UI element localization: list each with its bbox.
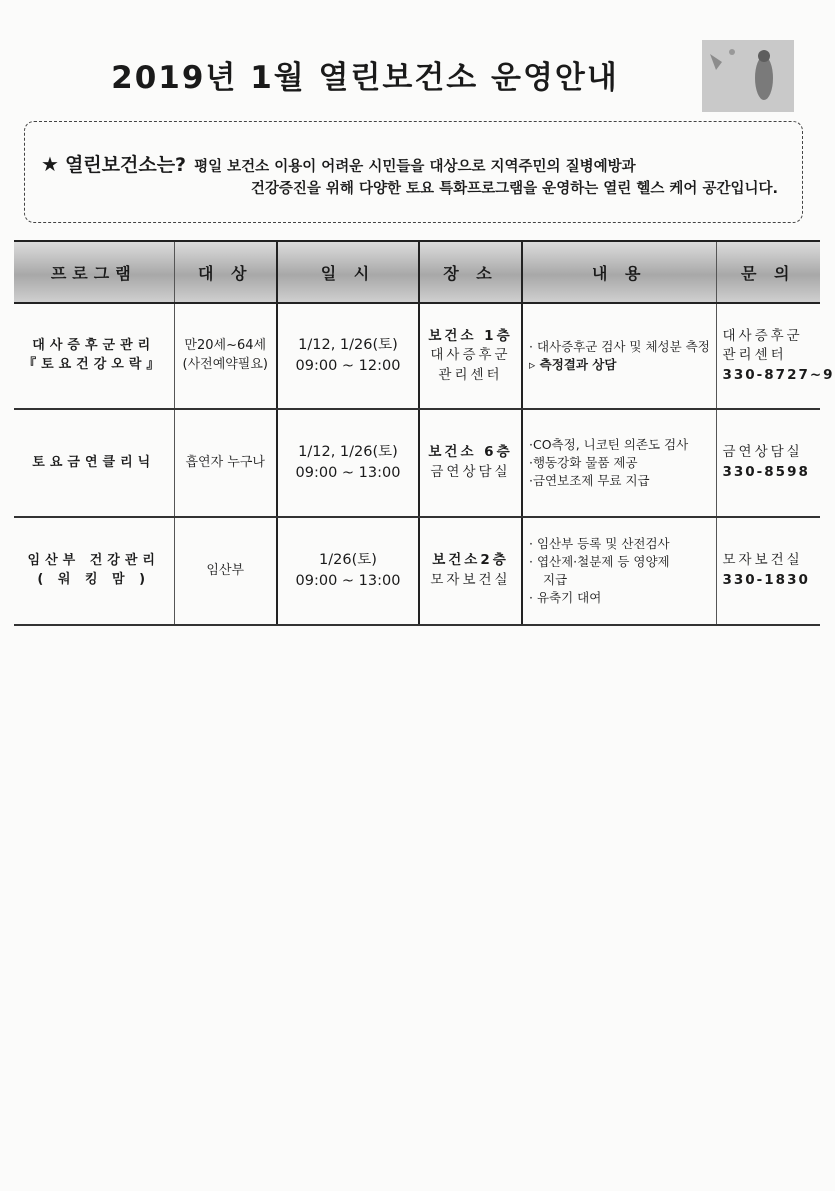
content-item: · 대사증후군 검사 및 체성분 측정: [529, 338, 710, 354]
contact-phone: 330-8598: [722, 464, 810, 480]
date-days: 1/26(토): [319, 551, 377, 568]
header-contact: 문 의: [716, 241, 820, 303]
date-cell: [277, 409, 419, 517]
place-cell: [419, 517, 522, 625]
header-date: 일 시: [277, 241, 419, 303]
star-icon: ★: [41, 152, 59, 176]
program-name: 토요금연클리닉: [32, 454, 156, 470]
header-content: 내 용: [522, 241, 716, 303]
place-cell: [419, 303, 522, 409]
content-cell: [522, 409, 716, 517]
target-cell: [174, 517, 277, 625]
contact-cell: [716, 409, 820, 517]
header-program: 프로그램: [14, 241, 174, 303]
place-room: 모자보건실: [430, 572, 511, 588]
target-cell: [174, 303, 277, 409]
contact-office: 대사증후군: [722, 327, 803, 344]
program-cell: [14, 517, 174, 625]
content-cell: [522, 517, 716, 625]
target-note: (사전예약필요): [182, 357, 268, 372]
place-floor: 보건소 6층: [428, 444, 513, 461]
header-target: 대 상: [174, 241, 277, 303]
table-row: [14, 303, 820, 409]
content-item: · 임산부 등록 및 산전검사: [529, 535, 670, 551]
content-item: · 엽산제·철분제 등 영양제: [529, 553, 670, 569]
contact-phone: 330-1830: [722, 572, 810, 588]
program-name: 임산부 건강관리: [27, 553, 160, 569]
date-cell: [277, 517, 419, 625]
schedule-table: [14, 240, 835, 626]
decorative-image: [702, 40, 794, 112]
program-cell: [14, 303, 174, 409]
table-row: [14, 409, 820, 517]
date-time: 09:00 ~ 12:00: [295, 358, 401, 374]
content-item: ·금연보조제 무료 지급: [529, 473, 650, 489]
program-name: 대사증후군관리: [32, 338, 156, 354]
place-floor: 보건소2층: [432, 552, 509, 569]
place-room: 대사증후군: [430, 347, 511, 364]
target-text: 흡연자 누구나: [185, 454, 265, 470]
table-header-row: [14, 241, 820, 303]
content-item: 지급: [543, 572, 568, 587]
contact-office: 관리센터: [722, 347, 787, 364]
contact-office: 금연상담실: [722, 444, 803, 461]
content-item: · 유축기 대여: [529, 590, 602, 606]
date-days: 1/12, 1/26(토): [298, 336, 398, 353]
target-text: 만20세~64세: [184, 338, 267, 354]
target-text: 임산부: [206, 562, 245, 578]
content-cell: [522, 303, 716, 409]
content-item: ·행동강화 물품 제공: [529, 454, 638, 470]
date-days: 1/12, 1/26(토): [298, 443, 398, 460]
intro-heading: 열린보건소는?: [64, 154, 187, 176]
place-floor: 보건소 1층: [428, 327, 513, 344]
table-row: [14, 517, 820, 625]
program-subtitle: ( 워 킹 맘 ): [37, 572, 151, 587]
contact-cell: [716, 517, 820, 625]
contact-office: 모자보건실: [722, 552, 803, 569]
place-room: 관리센터: [438, 366, 503, 383]
target-cell: [174, 409, 277, 517]
page-title: 2019년 1월 열린보건소 운영안내: [111, 60, 619, 96]
place-cell: [419, 409, 522, 517]
intro-text-line2: 건강증진을 위해 다양한 토요 특화프로그램을 운영하는 열린 헬스 케어 공간입니다.: [250, 181, 778, 197]
content-item: ▹ 측정결과 상담: [529, 357, 617, 372]
contact-phone: 330-8727~9: [722, 366, 835, 383]
header-place: 장 소: [419, 241, 522, 303]
date-time: 09:00 ~ 13:00: [295, 573, 401, 589]
intro-text-line1: 평일 보건소 이용이 어려운 시민들을 대상으로 지역주민의 질병예방과: [194, 159, 636, 175]
place-room: 금연상담실: [430, 464, 511, 480]
program-cell: [14, 409, 174, 517]
program-subtitle: 『토요건강오락』: [23, 357, 165, 372]
date-time: 09:00 ~ 13:00: [295, 465, 401, 481]
contact-cell: [716, 303, 835, 409]
intro-box: [24, 121, 803, 223]
date-cell: [277, 303, 419, 409]
content-item: ·CO측정, 니코틴 의존도 검사: [529, 436, 689, 452]
